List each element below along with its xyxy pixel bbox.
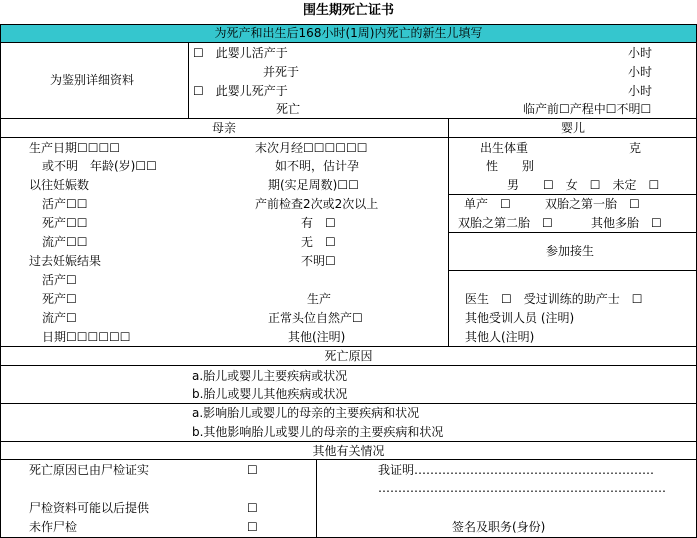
infant-attendant-bottom bbox=[448, 270, 697, 271]
previous-pregnancies-label: 以往妊娠数 bbox=[29, 178, 90, 192]
stillborn-checkbox-label[interactable]: ☐ 此婴儿死产于 bbox=[193, 84, 288, 98]
death-label: 死亡 bbox=[276, 102, 301, 116]
past-abort-field[interactable]: 流产☐ bbox=[42, 311, 77, 325]
maternal-other-disease[interactable]: b.其他影响胎儿或婴儿的母亲的主要疾病和状况 bbox=[192, 425, 444, 439]
delivery-label: 生产 bbox=[307, 292, 332, 306]
prenatal-yes-checkbox[interactable]: 有 ☐ bbox=[301, 216, 336, 230]
other-delivery-field[interactable]: 其他(注明) bbox=[288, 330, 346, 344]
frame-left bbox=[0, 24, 1, 538]
ident-label: 为鉴别详细资料 bbox=[50, 73, 135, 87]
autopsy-confirmed-checkbox[interactable]: ☐ bbox=[247, 463, 258, 477]
live-births-field[interactable]: 活产☐☐ bbox=[42, 197, 88, 211]
certification-dotted-line[interactable]: ……………………………………………………………… bbox=[378, 481, 666, 495]
lmp-field[interactable]: 末次月经☐☐☐☐☐☐ bbox=[255, 141, 368, 155]
abortions-field[interactable]: 流产☐☐ bbox=[42, 235, 88, 249]
stillbirths-field[interactable]: 死产☐☐ bbox=[42, 216, 88, 230]
hour-label-2: 小时 bbox=[628, 65, 653, 79]
infant-multiple-line bbox=[448, 194, 697, 195]
no-autopsy-checkbox[interactable]: ☐ bbox=[247, 520, 258, 534]
live-born-checkbox-label[interactable]: ☐ 此婴儿活产于 bbox=[193, 46, 288, 60]
mother-dob-field[interactable]: 生产日期☐☐☐☐ bbox=[29, 141, 121, 155]
ident-divider bbox=[188, 42, 189, 118]
mother-header-line bbox=[0, 137, 697, 138]
cause-fetal-bottom bbox=[0, 403, 697, 404]
prenatal-no-checkbox[interactable]: 无 ☐ bbox=[301, 235, 336, 249]
past-dead-field[interactable]: 死产☐ bbox=[42, 292, 77, 306]
sex-options[interactable]: 男 ☐ 女 ☐ 未定 ☐ bbox=[507, 178, 660, 192]
infant-attendant-line bbox=[448, 232, 697, 233]
twin-second-checkbox[interactable]: 双胎之第二胎 ☐ bbox=[458, 216, 553, 230]
other-info-header: 其他有关情况 bbox=[312, 444, 385, 458]
certification-line[interactable]: 我证明…………………………………………………… bbox=[378, 463, 655, 477]
prenatal-unknown-checkbox[interactable]: 不明☐ bbox=[301, 254, 336, 268]
gestation-weeks-field[interactable]: 期(实足周数)☐☐ bbox=[268, 178, 359, 192]
other-multiple-checkbox[interactable]: 其他多胎 ☐ bbox=[591, 216, 662, 230]
cause-header: 死亡原因 bbox=[324, 349, 373, 363]
mother-header: 母亲 bbox=[211, 121, 236, 135]
doctor-midwife-checkboxes[interactable]: 医生 ☐ 受过训练的助产士 ☐ bbox=[465, 292, 643, 306]
stillbirth-timing-options[interactable]: 临产前☐产程中☐不明☐ bbox=[523, 102, 652, 116]
instruction-banner: 为死产和出生后168小时(1周)内死亡的新生儿填写 bbox=[0, 24, 697, 43]
maternal-main-disease[interactable]: a.影响胎儿或婴儿的母亲的主要疾病和状况 bbox=[192, 406, 420, 420]
gram-unit: 克 bbox=[629, 141, 642, 155]
fetal-other-disease[interactable]: b.胎儿或婴儿其他疾病或状况 bbox=[192, 387, 348, 401]
certificate-title: 围生期死亡证书 bbox=[302, 3, 394, 18]
autopsy-later-checkbox[interactable]: ☐ bbox=[247, 501, 258, 515]
attendant-label: 参加接生 bbox=[546, 244, 595, 258]
autopsy-later-label: 尸检资料可能以后提供 bbox=[29, 501, 150, 515]
mother-age-field[interactable]: 或不明 年龄(岁)☐☐ bbox=[42, 159, 157, 173]
past-result-label: 过去妊娠结果 bbox=[29, 254, 102, 268]
gestation-estimate-label: 如不明，估计孕 bbox=[275, 159, 360, 173]
hour-label-1: 小时 bbox=[628, 46, 653, 60]
autopsy-confirmed-label: 死亡原因已由尸检证实 bbox=[29, 463, 150, 477]
and-died-label: 并死于 bbox=[263, 65, 300, 79]
infant-header: 婴儿 bbox=[560, 121, 585, 135]
other-person-field[interactable]: 其他人(注明) bbox=[465, 330, 535, 344]
prenatal-check-label: 产前检查2次或2次以上 bbox=[255, 197, 379, 211]
singleton-checkbox[interactable]: 单产 ☐ bbox=[464, 197, 511, 211]
no-autopsy-label: 未作尸检 bbox=[29, 520, 78, 534]
other-divider bbox=[316, 459, 317, 538]
sex-label: 性 别 bbox=[486, 159, 535, 173]
hour-label-3: 小时 bbox=[628, 84, 653, 98]
birth-weight-label: 出生体重 bbox=[480, 141, 529, 155]
fetal-main-disease[interactable]: a.胎儿或婴儿主要疾病或状况 bbox=[192, 369, 348, 383]
normal-delivery-checkbox[interactable]: 正常头位自然产☐ bbox=[268, 311, 363, 325]
other-trained-field[interactable]: 其他受训人员 (注明) bbox=[465, 311, 575, 325]
cause-header-line bbox=[0, 365, 697, 366]
twin-first-checkbox[interactable]: 双胎之第一胎 ☐ bbox=[545, 197, 640, 211]
past-date-field[interactable]: 日期☐☐☐☐☐☐ bbox=[42, 330, 131, 344]
past-live-field[interactable]: 活产☐ bbox=[42, 273, 77, 287]
signature-label: 签名及职务(身份) bbox=[452, 520, 546, 534]
